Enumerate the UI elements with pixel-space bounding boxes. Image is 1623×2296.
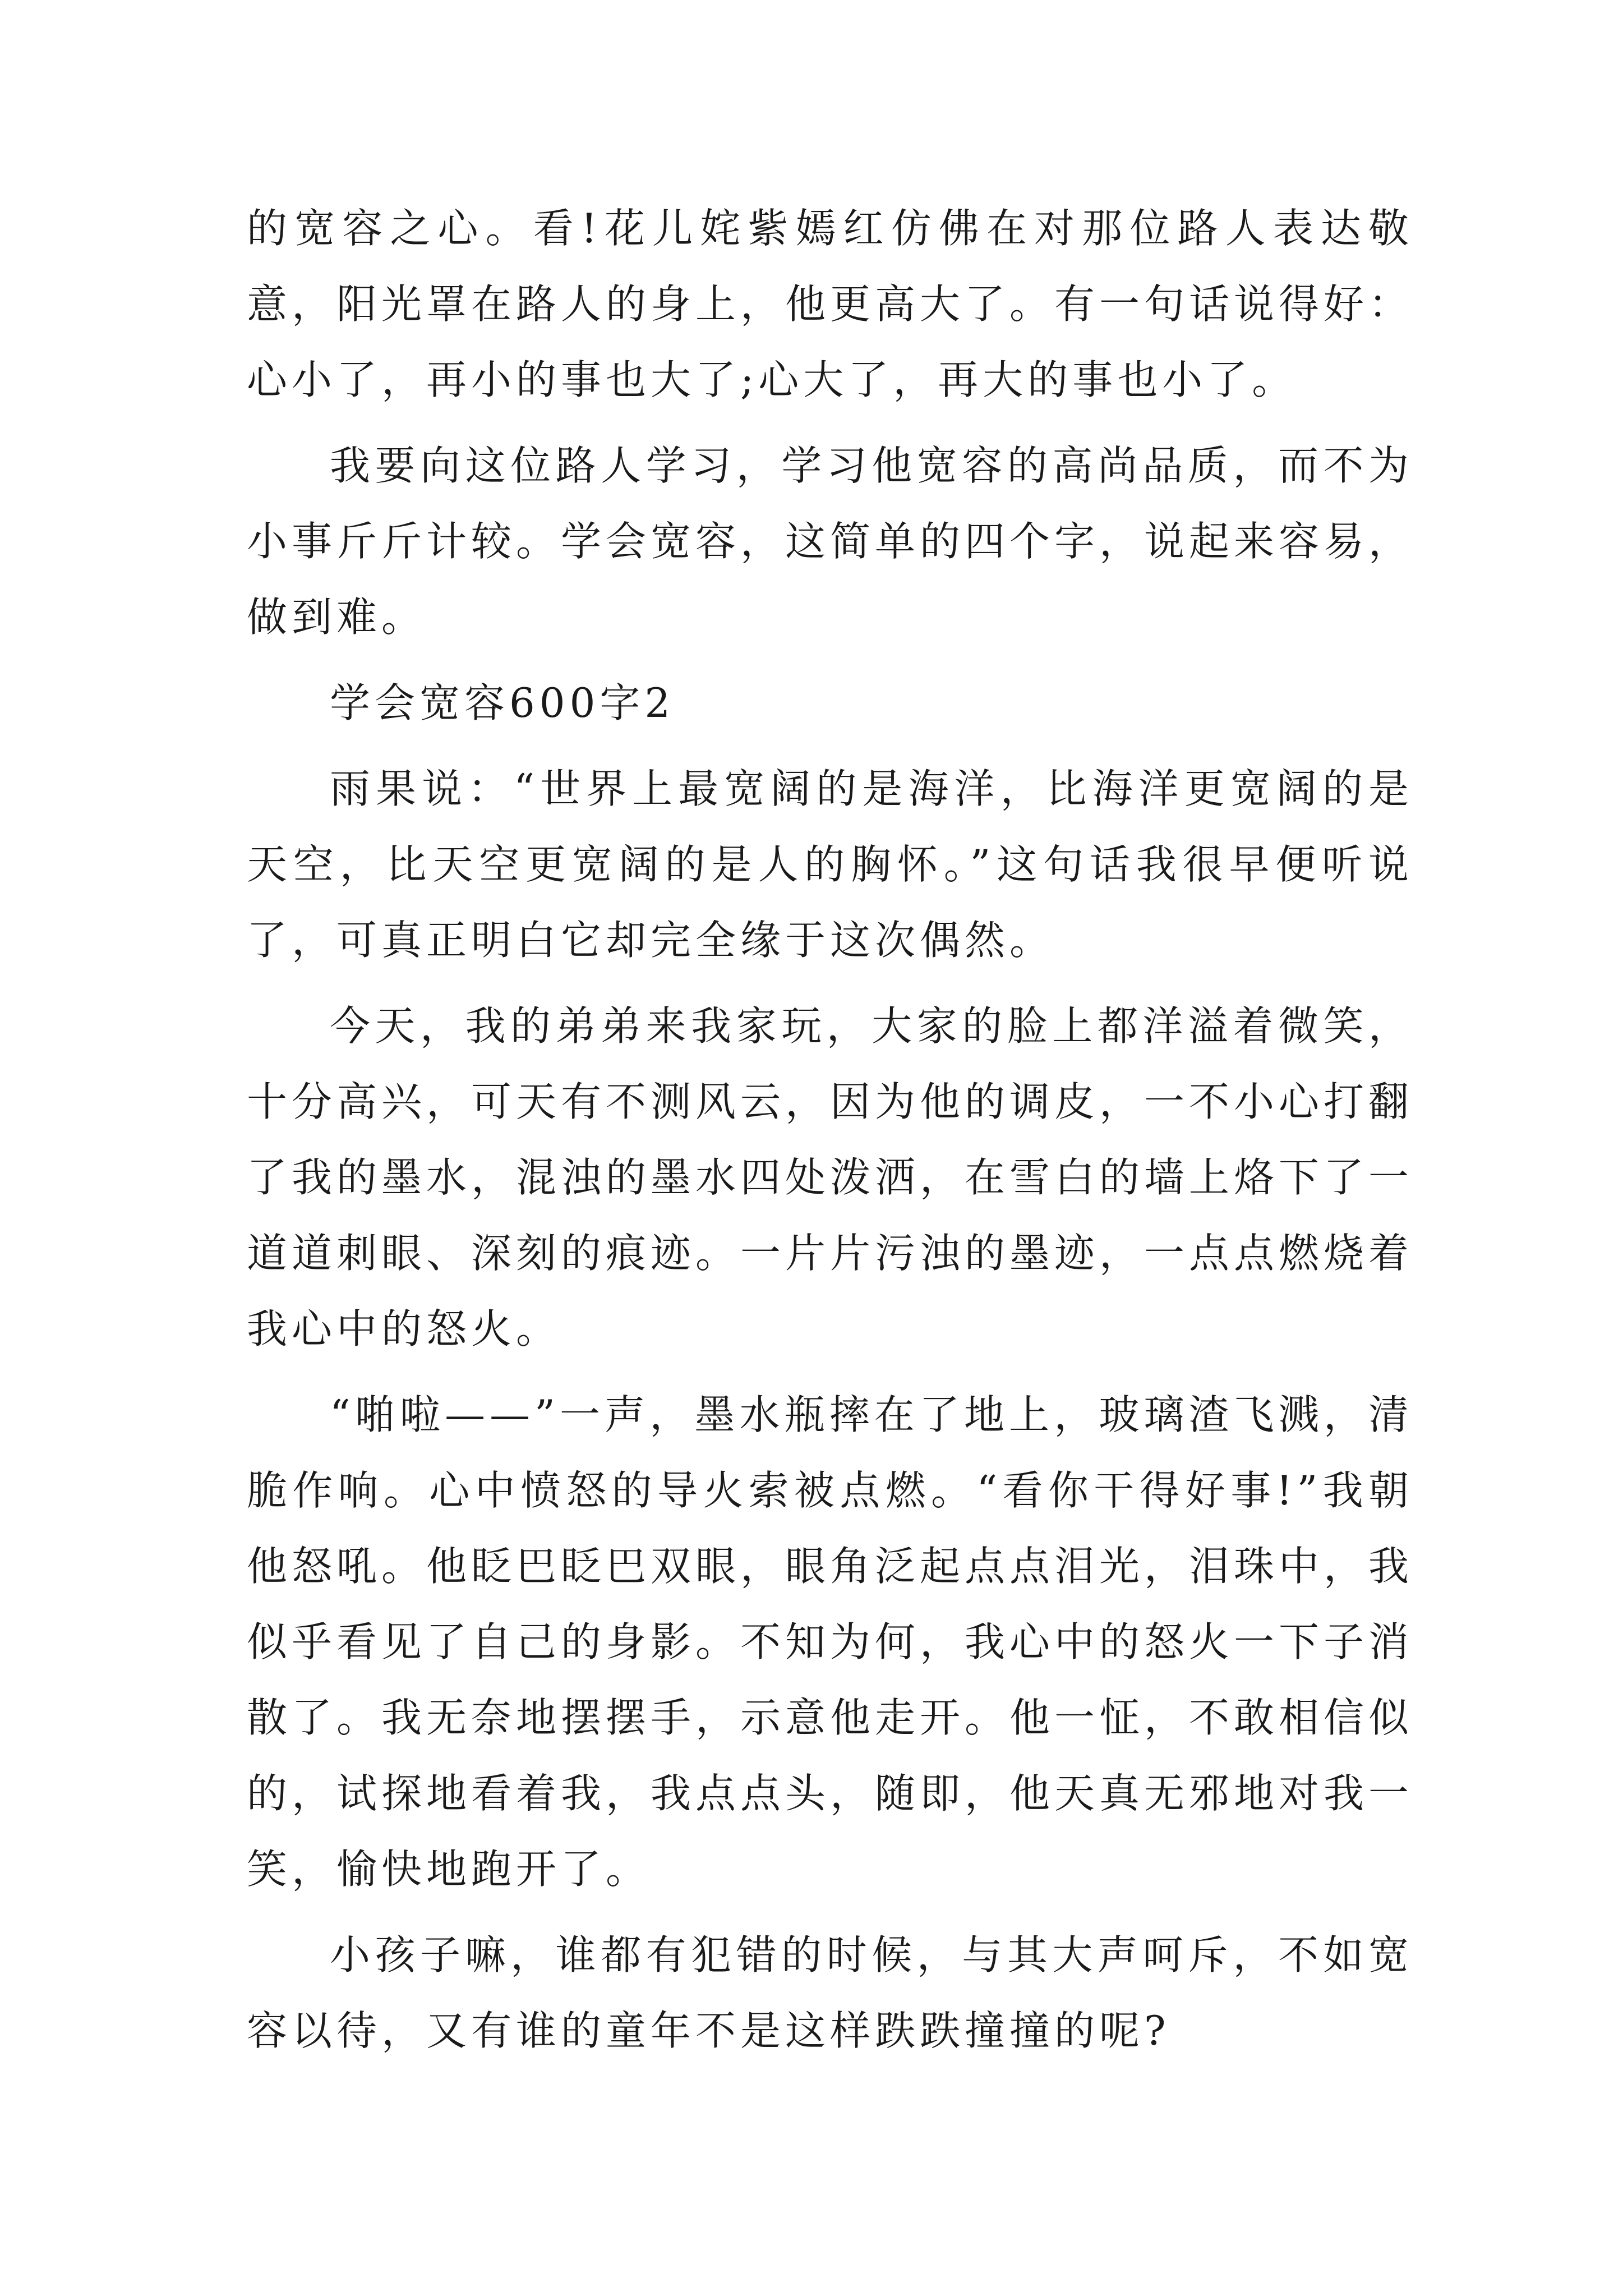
document-page [247, 191, 1413, 2079]
paragraph-continuation: 的宽容之心。看!花儿姹紫嫣红仿佛在对那位路人表达敬意，阳光罩在路人的身上，他更高大了。有一句话说得好：心小了，再小的事也大了;心大了，再大的事也小了。 [247, 205, 1414, 403]
paragraph-brother-visit: 今天，我的弟弟来我家玩，大家的脸上都洋溢着微笑，十分高兴，可天有不测风云，因为他的调皮，一不小心打翻了我的墨水，混浊的墨水四处泼洒，在雪白的墙上烙下了一道道刺眼、深刻的痕迹。一片片污浊的墨迹，一点点燃烧着我心中的怒火。 [247, 1002, 1414, 1352]
paragraph-hugo-quote: 雨果说：“世界上最宽阔的是海洋，比海洋更宽阔的是天空，比天空更宽阔的是人的胸怀。”这句话我很早便听说了，可真正明白它却完全缘于这次偶然。 [247, 765, 1413, 964]
section-heading: 学会宽容600字2 [330, 679, 675, 726]
paragraph-ink-bottle: “啪啦——”一声，墨水瓶摔在了地上，玻璃渣飞溅，清脆作响。心中愤怒的导火索被点燃。“看你干得好事!”我朝他怒吼。他眨巴眨巴双眼，眼角泛起点点泪光，泪珠中，我似乎看见了自己的身影。不知为何，我心中的怒火一下子消散了。我无奈地摆摆手，示意他走开。他一怔，不敢相信似的，试探地看着我，我点点头，随即，他天真无邪地对我一笑，愉快地跑开了。 [247, 1391, 1414, 1893]
paragraph-conclusion: 小孩子嘛，谁都有犯错的时候，与其大声呵斥，不如宽容以待，又有谁的童年不是这样跌跌撞撞的呢? [247, 1931, 1413, 2054]
paragraph-learn-from-passerby: 我要向这位路人学习，学习他宽容的高尚品质，而不为小事斤斤计较。学会宽容，这简单的四个字，说起来容易，做到难。 [247, 442, 1414, 641]
